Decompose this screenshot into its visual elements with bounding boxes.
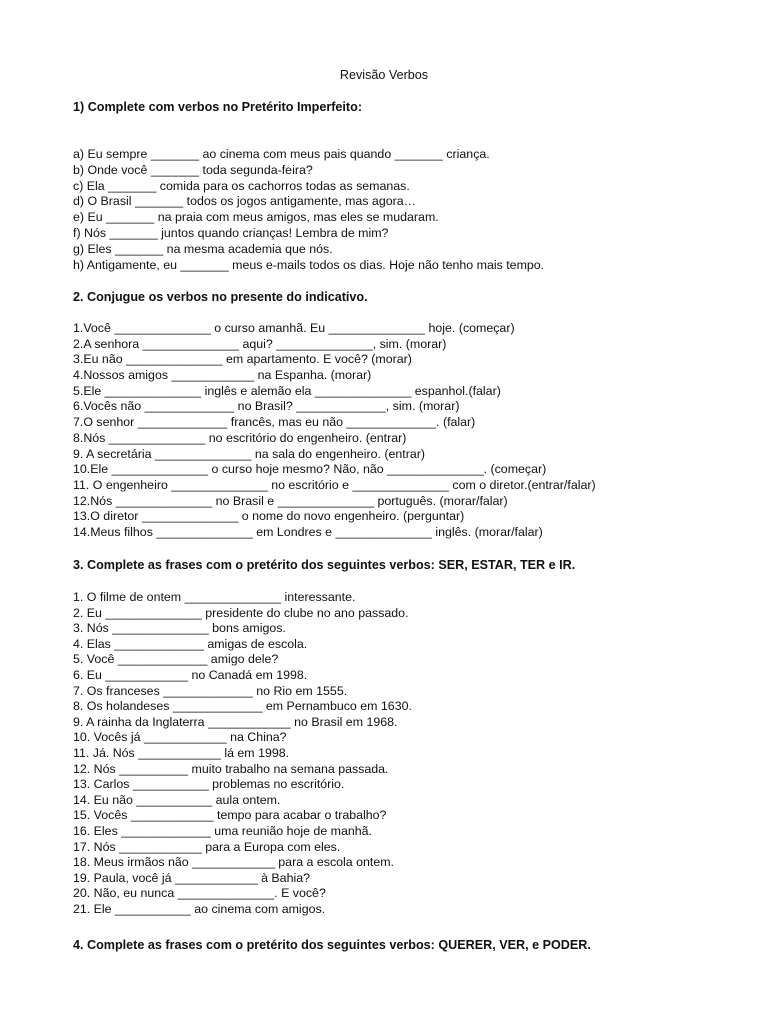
list-item: 6. Eu ____________ no Canadá em 1998. bbox=[73, 667, 308, 682]
list-item: 8. Os holandeses _____________ em Pernambuco em 1630. bbox=[73, 699, 412, 714]
list-item: 1. O filme de ontem ______________ interessante. bbox=[73, 590, 356, 604]
list-item: 7.O senhor _____________ francês, mas eu não _____________. (falar) bbox=[73, 415, 476, 430]
list-item: 17. Nós ____________ para a Europa com eles. bbox=[73, 839, 341, 854]
list-item: 15. Vocês ____________ tempo para acabar o trabalho? bbox=[73, 808, 387, 823]
list-item: 18. Meus irmãos não ____________ para a escola ontem. bbox=[73, 855, 394, 870]
list-item: 14. Eu não ___________ aula ontem. bbox=[73, 792, 281, 807]
section-2-heading: 2. Conjugue os verbos no presente do indicativo. bbox=[73, 290, 368, 304]
section-1-heading: 1) Complete com verbos no Pretérito Imperfeito: bbox=[73, 100, 363, 114]
list-item: a) Eu sempre _______ ao cinema com meus pais quando _______ criança. bbox=[73, 147, 490, 161]
list-item: 6.Vocês não _____________ no Brasil? _____________, sim. (morar) bbox=[73, 399, 460, 414]
list-item: 5.Ele ______________ inglês e alemão ela ______________ espanhol.(falar) bbox=[73, 383, 501, 398]
list-item: d) O Brasil _______ todos os jogos antigamente, mas agora… bbox=[73, 194, 417, 209]
section-3-list bbox=[73, 590, 412, 917]
section-2-list bbox=[73, 321, 596, 541]
list-item: 14.Meus filhos ______________ em Londres e ______________ inglês. (morar/falar) bbox=[73, 524, 543, 539]
list-item: 5. Você _____________ amigo dele? bbox=[73, 652, 279, 667]
list-item: 19. Paula, você já ____________ à Bahia? bbox=[73, 870, 310, 885]
list-item: 8.Nós ______________ no escritório do engenheiro. (entrar) bbox=[73, 430, 407, 445]
list-item: 9. A secretária ______________ na sala do engenheiro. (entrar) bbox=[73, 446, 426, 461]
list-item: 13. Carlos ___________ problemas no escritório. bbox=[73, 777, 345, 792]
list-item: 21. Ele ___________ ao cinema com amigos. bbox=[73, 901, 326, 916]
list-item: c) Ela _______ comida para os cachorros todas as semanas. bbox=[73, 178, 410, 193]
list-item: b) Onde você _______ toda segunda-feira? bbox=[73, 162, 313, 177]
list-item: 2.A senhora ______________ aqui? ______________, sim. (morar) bbox=[73, 336, 447, 351]
list-item: 2. Eu ______________ presidente do clube no ano passado. bbox=[73, 605, 409, 620]
page-title: Revisão Verbos bbox=[339, 68, 429, 82]
list-item: 13.O diretor ______________ o nome do novo engenheiro. (perguntar) bbox=[73, 509, 465, 524]
list-item: h) Antigamente, eu _______ meus e-mails todos os dias. Hoje não tenho mais tempo. bbox=[73, 257, 545, 272]
list-item: 12. Nós __________ muito trabalho na semana passada. bbox=[73, 761, 389, 776]
section-1-list bbox=[73, 147, 544, 273]
section-3-heading: 3. Complete as frases com o pretérito dos seguintes verbos: SER, ESTAR, TER e IR. bbox=[73, 558, 576, 572]
list-item: g) Eles _______ na mesma academia que nós. bbox=[73, 241, 333, 256]
list-item: 9. A rainha da Inglaterra ____________ no Brasil em 1968. bbox=[73, 714, 398, 729]
list-item: 10. Vocês já ____________ na China? bbox=[73, 730, 287, 745]
list-item: 3.Eu não ______________ em apartamento. E você? (morar) bbox=[73, 352, 412, 367]
list-item: 11. O engenheiro ______________ no escritório e ______________ com o diretor.(entrar/falar) bbox=[73, 477, 596, 492]
list-item: f) Nós _______ juntos quando crianças! Lembra de mim? bbox=[73, 225, 389, 240]
list-item: 1.Você ______________ o curso amanhã. Eu ______________ hoje. (começar) bbox=[73, 321, 515, 335]
list-item: 16. Eles _____________ uma reunião hoje de manhã. bbox=[73, 823, 372, 838]
list-item: 4.Nossos amigos ____________ na Espanha. (morar) bbox=[73, 368, 372, 383]
list-item: 3. Nós ______________ bons amigos. bbox=[73, 621, 286, 636]
list-item: 4. Elas _____________ amigas de escola. bbox=[73, 636, 308, 651]
list-item: 20. Não, eu nunca ______________. E você? bbox=[73, 886, 326, 901]
list-item: 7. Os franceses _____________ no Rio em 1555. bbox=[73, 683, 348, 698]
list-item: 10.Ele ______________ o curso hoje mesmo? Não, não ______________. (começar) bbox=[73, 462, 547, 477]
list-item: e) Eu _______ na praia com meus amigos, mas eles se mudaram. bbox=[73, 210, 439, 225]
section-4-heading: 4. Complete as frases com o pretérito dos seguintes verbos: QUERER, VER, e PODER. bbox=[73, 938, 591, 952]
list-item: 12.Nós ______________ no Brasil e ______________ português. (morar/falar) bbox=[73, 493, 508, 508]
list-item: 11. Já. Nós ____________ lá em 1998. bbox=[73, 745, 290, 760]
